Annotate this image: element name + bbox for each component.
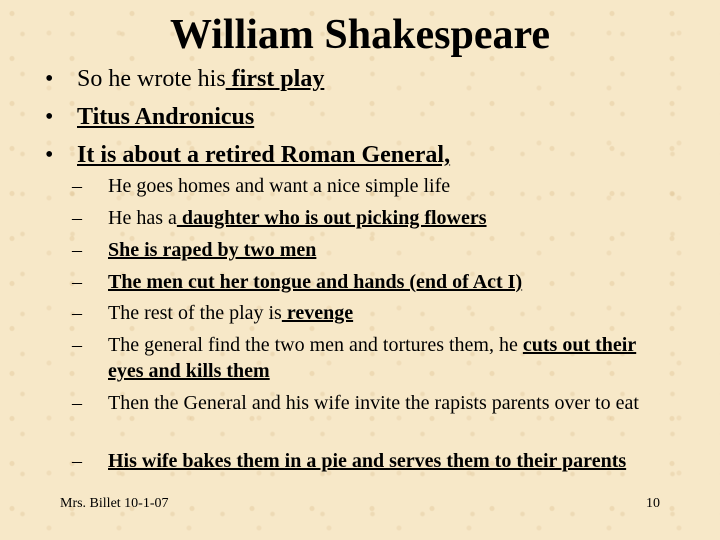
bullet-underlined-text: Titus Andronicus bbox=[77, 104, 255, 130]
bullet-text: So he wrote his bbox=[77, 66, 226, 92]
bullet-marker: • bbox=[45, 142, 54, 168]
bullet-marker: • bbox=[45, 104, 54, 130]
subbullet-underlined-text: cuts out their eyes and kills them bbox=[108, 334, 637, 382]
dash-marker: – bbox=[72, 302, 82, 324]
subbullet-text: He goes homes and want a nice simple life bbox=[108, 175, 451, 197]
slide-title: William Shakespeare bbox=[170, 12, 550, 58]
dash-marker: – bbox=[72, 207, 82, 229]
bullet-underlined-text: first play bbox=[225, 66, 325, 92]
subbullet-text: He has a bbox=[108, 207, 177, 229]
subbullet-underlined-text: His wife bakes them in a pie and serves them to their parents bbox=[108, 450, 627, 472]
subbullet-underlined-text: daughter who is out picking flowers bbox=[176, 207, 487, 229]
dash-marker: – bbox=[72, 271, 82, 293]
subbullet-text: Then the General and his wife invite the rapists parents over to eat bbox=[108, 392, 639, 414]
dash-marker: – bbox=[72, 450, 82, 472]
dash-marker: – bbox=[72, 334, 82, 356]
subbullet-underlined-text: revenge bbox=[281, 302, 354, 324]
dash-marker: – bbox=[72, 392, 82, 414]
dash-marker: – bbox=[72, 175, 82, 197]
subbullet-text: The general find the two men and tortures them, he bbox=[108, 334, 523, 356]
subbullet-underlined-text: She is raped by two men bbox=[108, 239, 317, 261]
subbullet-underlined-text: The men cut her tongue and hands (end of Act I) bbox=[108, 271, 523, 293]
dash-marker: – bbox=[72, 239, 82, 261]
bullet-marker: • bbox=[45, 66, 54, 92]
subbullet-text: The rest of the play is bbox=[108, 302, 282, 324]
footer-author-date: Mrs. Billet 10-1-07 bbox=[60, 496, 169, 511]
page-number: 10 bbox=[646, 496, 660, 511]
bullet-underlined-text: It is about a retired Roman General, bbox=[77, 142, 451, 168]
